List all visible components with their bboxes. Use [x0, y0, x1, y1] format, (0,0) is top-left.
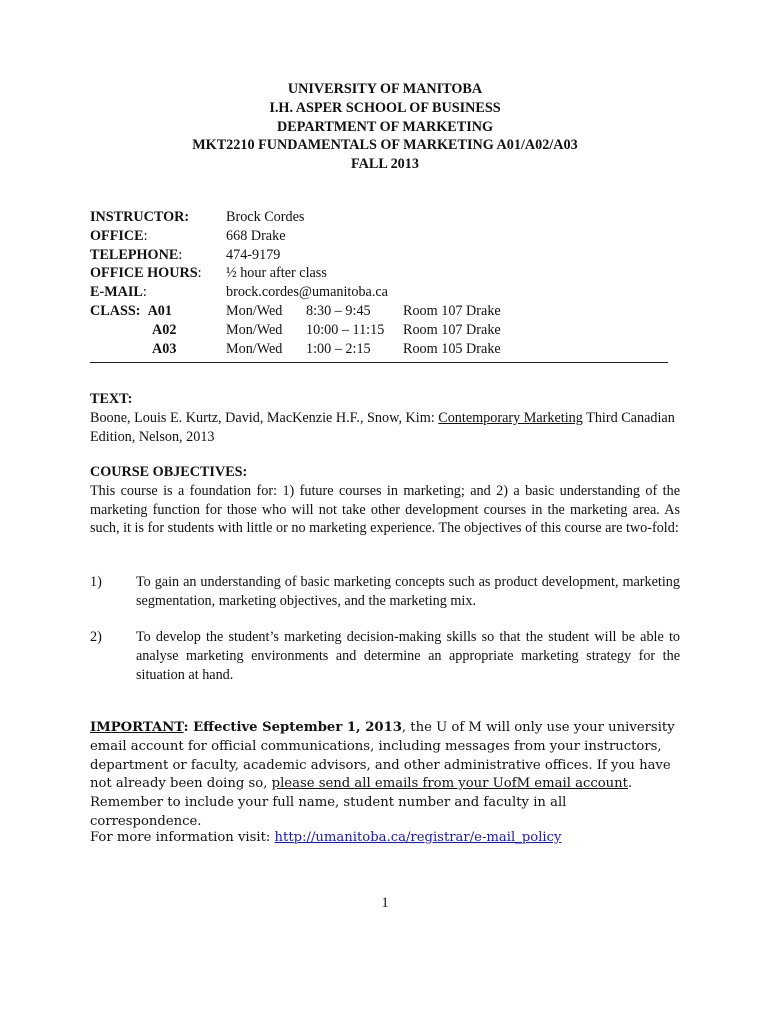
objective-number: 2): [90, 629, 102, 645]
important-notice: IMPORTANT: Effective September 1, 2013, the U of M will only use your university email account for official communications, including messages from your instructors, department or faculty, academic advisors, and other administrative offices. If you have not already been doing so, please send all emails from your UofM email account. Remember to include your full name, student number and faculty in all correspondence.: [90, 720, 675, 829]
section-id: A03: [152, 340, 177, 357]
objectives-heading: COURSE OBJECTIVES:: [90, 464, 248, 480]
text-section: [90, 390, 680, 446]
telephone-value: 474-9179: [226, 246, 281, 263]
term: FALL 2013: [351, 156, 419, 173]
more-info: [90, 829, 680, 848]
telephone-row: [90, 246, 680, 265]
text-heading: TEXT:: [90, 391, 133, 407]
objectives-intro: This course is a foundation for: 1) future courses in marketing; and 2) a basic understanding of the marketing function for those who will not take other development courses in the marketing area. As such, it is for students with little or no marketing experience. The objectives of this course are two-fold:: [90, 482, 680, 537]
section-room: Room 107 Drake: [403, 302, 501, 319]
text-citation: Boone, Louis E. Kurtz, David, MacKenzie H.F., Snow, Kim: Contemporary Marketing Third Canadian Edition, Nelson, 2013: [90, 409, 675, 445]
objective-text: To develop the student’s marketing decision-making skills so that the student will be able to analyse marketing environments and determine an appropriate marketing strategy for the situation at hand.: [136, 629, 680, 683]
section-days: Mon/Wed: [226, 302, 283, 319]
school-name: I.H. ASPER SCHOOL OF BUSINESS: [269, 99, 501, 116]
email-value: brock.cordes@umanitoba.ca: [226, 284, 388, 301]
objective-text: To gain an understanding of basic marketing concepts such as product development, marketing segmentation, marketing objectives, and the marketing mix.: [136, 574, 680, 609]
section-days: Mon/Wed: [226, 321, 283, 338]
section-time: 8:30 – 9:45: [306, 302, 371, 319]
email-policy-link[interactable]: http://umanitoba.ca/registrar/e-mail_policy: [274, 830, 562, 845]
office-hours-label: OFFICE HOURS:: [90, 265, 202, 282]
more-info-label: For more information visit:: [90, 830, 275, 845]
objectives-section: [90, 463, 680, 538]
important-date: Effective September 1, 2013: [188, 720, 402, 735]
class-row-a02: [90, 321, 680, 340]
email-label: E-MAIL:: [90, 284, 147, 301]
section-id: A02: [152, 321, 177, 338]
course-info-block: [90, 208, 680, 358]
page-number: 1: [381, 895, 389, 911]
office-hours-value: ½ hour after class: [226, 265, 327, 282]
important-label: IMPORTANT: [90, 720, 184, 735]
objective-number: 1): [90, 574, 102, 590]
book-title: Contemporary Marketing: [438, 409, 583, 426]
section-room: Room 105 Drake: [403, 340, 501, 357]
course-title: MKT2210 FUNDAMENTALS OF MARKETING A01/A02/A03: [192, 137, 578, 154]
section-time: 1:00 – 2:15: [306, 340, 371, 357]
section-days: Mon/Wed: [226, 340, 283, 357]
university-name: UNIVERSITY OF MANITOBA: [287, 81, 483, 97]
office-hours-row: [90, 264, 680, 283]
email-row: [90, 283, 680, 302]
department-name: DEPARTMENT OF MARKETING: [277, 118, 493, 135]
class-row-a01: [90, 302, 680, 321]
instructor-value: Brock Cordes: [226, 209, 305, 225]
section-time: 10:00 – 11:15: [306, 321, 385, 338]
class-label: CLASS: A01: [90, 302, 172, 319]
instructor-label: INSTRUCTOR:: [90, 209, 190, 225]
section-room: Room 107 Drake: [403, 321, 501, 338]
office-value: 668 Drake: [226, 227, 286, 244]
office-label: OFFICE:: [90, 227, 148, 244]
class-row-a03: [90, 340, 680, 359]
telephone-label: TELEPHONE:: [90, 246, 183, 263]
instructor-row: [90, 208, 680, 227]
email-instruction: please send all emails from your UofM email account: [271, 776, 628, 792]
document-header: [0, 80, 770, 174]
office-row: [90, 227, 680, 246]
horizontal-divider: [90, 362, 668, 363]
